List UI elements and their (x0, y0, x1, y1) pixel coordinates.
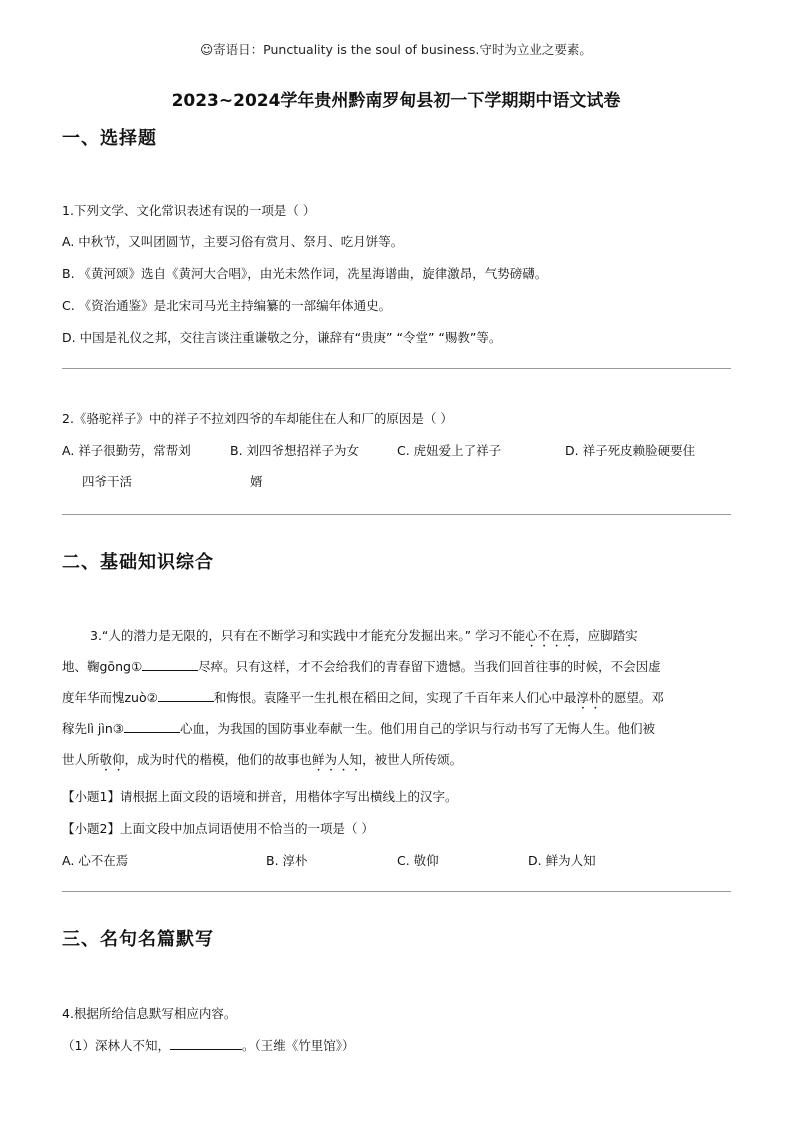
question-3-option-c: C. 敬仰 (397, 853, 439, 868)
question-2-option-a-cont: 四爷干活 (82, 474, 133, 489)
divider (62, 891, 731, 892)
answer-blank-4[interactable] (170, 1037, 242, 1050)
question-3-passage: 3.“人的潜力是无限的，只有在不断学习和实践中才能充分发掘出来。” 学习不能心不在焉，应脚踏实 地、鞠gōng① 尽瘁。只有这样，才不会给我们的青春留下遗憾。当我们回首往事的时候，不会因虚 度年华而愧zuò② 和悔恨。袁隆平一生扎根在稻田之间，实现了千百年来人们心中最淳朴的愿望。邓 稼先lì jìn③ 心血，为我国的国防事业奉献一生。他们用自己的学识与行动书写了无悔人生。他们被 世人所敬仰，成为时代的楷模，他们的故事也鲜为人知，被世人所传颂。 (62, 628, 664, 767)
emphasis-word: 敬仰 (99, 752, 125, 767)
question-4-item-1: （1）深林人不知， 。（王维《竹里馆》） (62, 1038, 355, 1053)
question-2-option-c: C. 虎妞爱上了祥子 (397, 443, 502, 458)
question-2-option-a: A. 祥子很勤劳，常帮刘 (62, 443, 191, 458)
question-1-stem: 1.下列文学、文化常识表述有误的一项是（ ） (62, 203, 316, 218)
question-3-option-b: B. 淳朴 (266, 853, 308, 868)
question-1-option-a: A. 中秋节，又叫团圆节，主要习俗有赏月、祭月、吃月饼等。 (62, 234, 404, 249)
section-heading-basics: 二、基础知识综合 (62, 552, 214, 573)
section-heading-recitation: 三、名句名篇默写 (62, 929, 214, 950)
question-3-sub-1: 【小题1】请根据上面文段的语境和拼音，用楷体字写出横线上的汉字。 (62, 789, 458, 804)
section-heading-choice: 一、选择题 (62, 128, 157, 149)
question-2-option-b-cont: 婿 (250, 474, 263, 489)
question-2-option-b: B. 刘四爷想招祥子为女 (230, 443, 360, 458)
answer-blank-3[interactable] (124, 720, 180, 733)
question-1-option-c: C. 《资治通鉴》是北宋司马光主持编纂的一部编年体通史。 (62, 298, 392, 313)
question-2-option-d: D. 祥子死皮赖脸硬要住 (565, 443, 696, 458)
emphasis-word: 鲜为人知 (312, 752, 363, 767)
question-3-option-d: D. 鲜为人知 (528, 853, 596, 868)
page-title: 2023~2024学年贵州黔南罗甸县初一下学期期中语文试卷 (171, 91, 621, 111)
divider (62, 514, 731, 515)
emphasis-word: 淳朴 (576, 690, 602, 705)
question-4-stem: 4.根据所给信息默写相应内容。 (62, 1006, 237, 1021)
divider (62, 368, 731, 369)
question-3-option-a: A. 心不在焉 (62, 853, 129, 868)
question-1-option-d: D. 中国是礼仪之邦，交往言谈注重谦敬之分，谦辞有“贵庚” “令堂” “赐教”等。 (62, 330, 502, 345)
motto-line: ☺寄语日：Punctuality is the soul of business.守时为立业之要素。 (200, 42, 592, 57)
question-3-sub-2: 【小题2】上面文段中加点词语使用不恰当的一项是（ ） (62, 821, 374, 836)
question-2-stem: 2.《骆驼祥子》中的祥子不拉刘四爷的车却能住在人和厂的原因是（ ） (62, 411, 453, 426)
answer-blank-2[interactable] (158, 689, 214, 702)
question-1-option-b: B. 《黄河颂》选自《黄河大合唱》，由光未然作词，冼星海谱曲，旋律激昂，气势磅礴。 (62, 266, 548, 281)
emphasis-word: 心不在焉 (525, 628, 576, 643)
answer-blank-1[interactable] (142, 658, 198, 671)
